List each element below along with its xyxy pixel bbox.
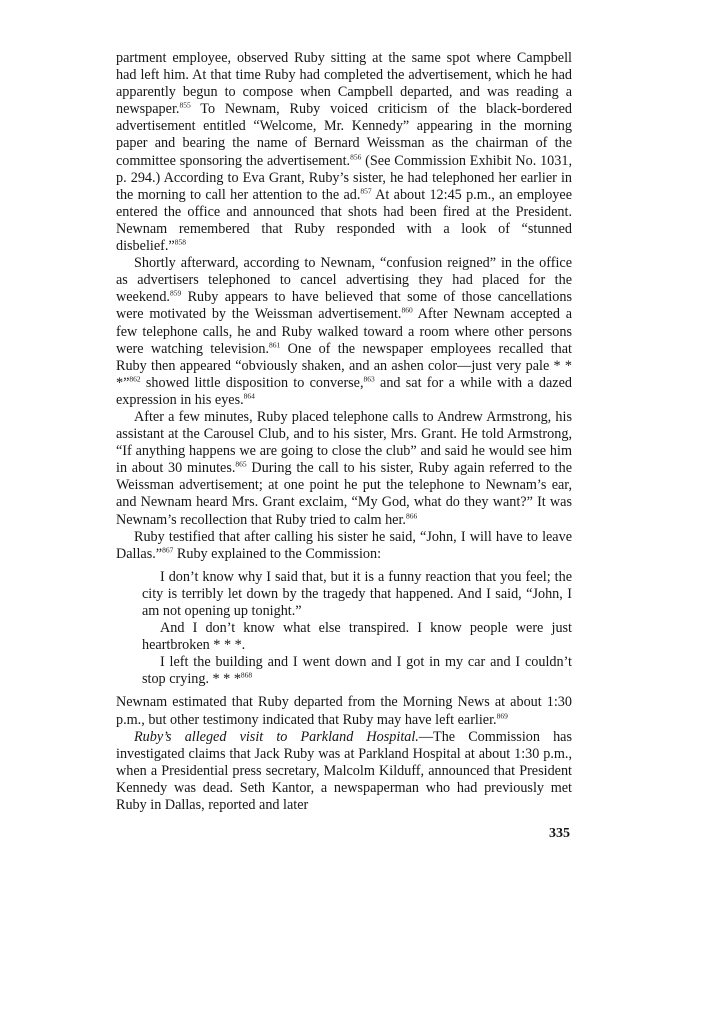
footnote-ref: 862 [129,374,141,384]
text-run: During the call to his sister, Ruby again referred to the Weissman advertisement; at one point he put the telephone to Newnam’s ear, and Newnam heard Mrs. Grant exclaim, “My God, what do they want?” It was Newnam’s recollection that Ruby tried to calm her. [116,460,572,528]
footnote-ref: 855 [179,100,191,110]
quote-paragraph [142,654,572,688]
paragraph-ruby-testified [116,529,572,563]
text-run: Ruby explained to the Commission: [173,545,382,562]
footnote-ref: 867 [162,544,174,554]
text-run: (See Commission Exhibit No. 1031, p. 294.) According to Eva Grant, Ruby’s sister, he had telephoned her earlier in the morning to call her attention to the ad. [116,152,573,203]
text-run: I left the building and I went down and I got in my car and I couldn’t stop crying. * * * [142,654,572,688]
text-run: At about 12:45 p.m., an employee entered the office and announced that shots had been fired at the President. Newnam remembered that Ruby responded with a look of “stunned disbelief.” [116,186,572,255]
page-number: 335 [549,826,570,841]
text-run: Ruby appears to have believed that some of those cancellations were motivated by the Weissman advertisement. [116,289,572,323]
paragraph-parkland-hospital [116,729,572,814]
footnote-ref: 858 [174,237,186,247]
footnote-ref: 865 [235,459,247,469]
block-quote-testimony [142,569,572,689]
text-run: After a few minutes, Ruby placed telephone calls to Andrew Armstrong, his assistant at the Carousel Club, and to his sister, Mrs. Grant. He told Armstrong, “If anything happens we are going to close the club” and said he would see him in about 30 minutes. [116,408,572,477]
paragraph-newnam-observation [116,50,572,255]
text-run: One of the newspaper employees recalled that Ruby then appeared “obviously shaken, and an ashen color—just very pale * * *” [116,340,573,391]
section-heading: Ruby’s alleged visit to Parkland Hospital. [134,728,419,745]
text-run: partment employee, observed Ruby sitting at the same spot where Campbell had left him. At that time Ruby had completed the advertisement, which he had apparently begun to compose when Campbell departed, and was reading a newspaper. [116,50,572,118]
text-run: Shortly afterward, according to Newnam, “confusion reigned” in the office as advertisers telephoned to cancel advertising they had placed for the weekend. [116,255,572,306]
footnote-ref: 857 [360,186,372,196]
paragraph-departure-estimate [116,694,572,728]
footnote-ref: 864 [243,391,255,401]
footnote-ref: 869 [496,710,508,720]
text-run: To Newnam, Ruby voiced criticism of the black-bordered advertisement entitled “Welcome, Mr. Kennedy” appearing in the morning paper and bearing the name of Bernard Weissman as the chairman of the committee sponsoring the advertisement. [116,101,572,169]
quote-paragraph: And I don’t know what else transpired. I know people were just heartbroken * * *. [142,620,572,654]
footnote-ref: 861 [269,339,281,349]
text-run: —The Commission has investigated claims that Jack Ruby was at Parkland Hospital at about 1:30 p.m., when a Presidential press secretary, Malcolm Kilduff, announced that President Kennedy was dead. Seth Kantor, a newspaperman who had previously met Ruby in Dallas, reported and later [116,728,572,814]
text-run: and sat for a while with a dazed expression in his eyes. [116,374,572,408]
footnote-ref: 856 [350,151,362,161]
footnote-ref: 860 [401,305,413,315]
text-run: Newnam estimated that Ruby departed from the Morning News at about 1:30 p.m., but other testimony indicated that Ruby may have left earlier. [116,694,572,728]
paragraph-confusion-reigned [116,255,572,409]
footnote-ref: 868 [240,670,253,680]
text-run: showed little disposition to converse, [140,374,364,391]
footnote-ref: 866 [405,510,418,520]
footnote-ref: 859 [169,288,182,298]
text-run: Ruby testified that after calling his sister he said, “John, I will have to leave Dallas.” [116,528,572,562]
text-run: After Newnam accepted a few telephone calls, he and Ruby walked toward a room where other persons were watching television. [116,306,572,357]
paragraph-telephone-calls [116,409,572,529]
footnote-ref: 863 [363,374,375,384]
quote-paragraph: I don’t know why I said that, but it is a funny reaction that you feel; the city is terribly let down by the tragedy that happened. And I said, “John, I am not opening up tonight.” [142,568,572,619]
document-body [116,50,572,814]
